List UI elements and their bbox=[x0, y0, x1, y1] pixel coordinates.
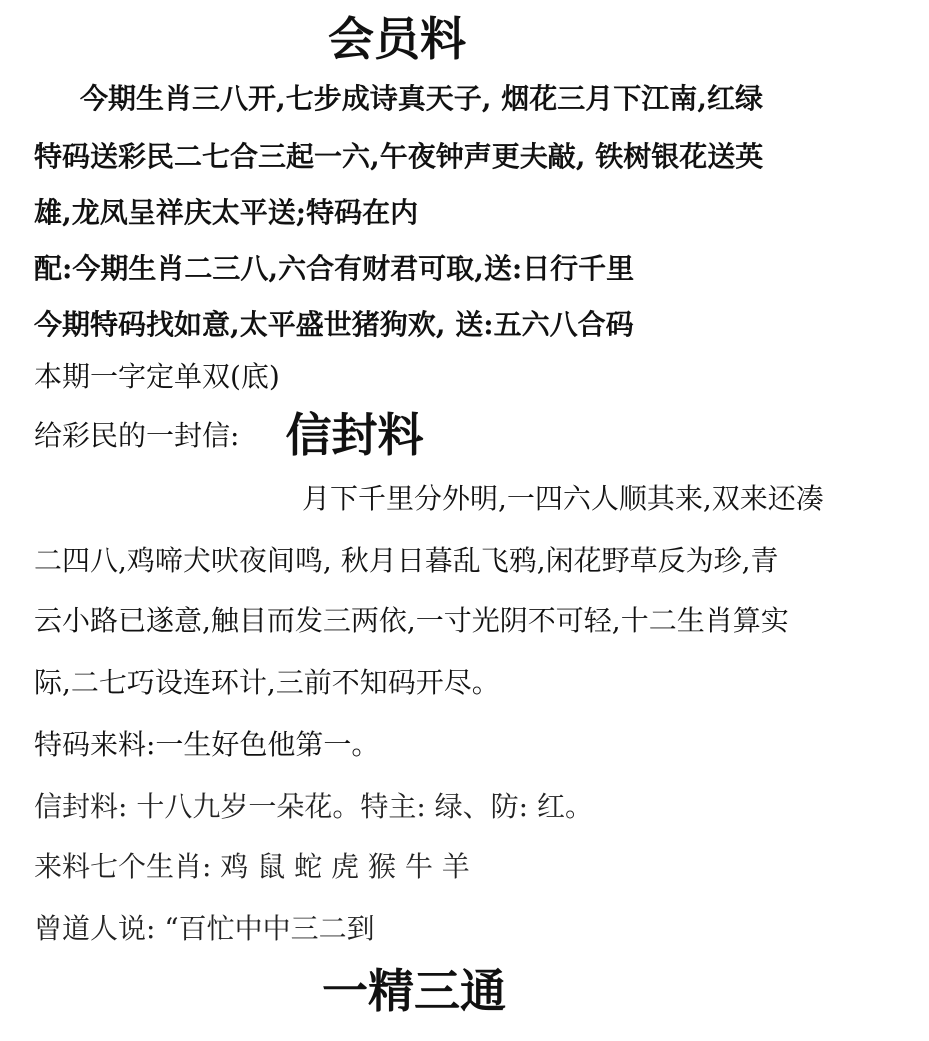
member-line-3: 雄,龙凤呈祥庆太平送;特码在内 bbox=[34, 196, 419, 229]
special-code-line: 特码来料:一生好色他第一。 bbox=[34, 728, 380, 761]
letter-label-row bbox=[34, 408, 424, 462]
zeng-saying-line: 曾道人说: “百忙中中三二到 bbox=[34, 912, 375, 945]
envelope-line-2: 二四八,鸡啼犬吠夜间鸣, 秋月日暮乱飞鸦,闲花野草反为珍,青 bbox=[34, 544, 779, 577]
member-title: 会员料 bbox=[328, 12, 466, 66]
member-line-6: 本期一字定单双(底) bbox=[34, 360, 280, 393]
envelope-tip-line: 信封料: 十八九岁一朵花。特主: 绿、防: 红。 bbox=[34, 790, 594, 823]
envelope-line-3: 云小路已遂意,触目而发三两依,一寸光阴不可轻,十二生肖算实 bbox=[34, 604, 789, 637]
envelope-line-4: 际,二七巧设连环计,三前不知码开尽。 bbox=[34, 666, 500, 699]
member-line-5: 今期特码找如意,太平盛世猪狗欢, 送:五六八合码 bbox=[34, 308, 634, 341]
letter-label: 给彩民的一封信: bbox=[34, 419, 240, 452]
zodiac-seven-line: 来料七个生肖: 鸡 鼠 蛇 虎 猴 牛 羊 bbox=[34, 850, 470, 883]
member-line-1: 今期生肖三八开,七步成诗真天子, 烟花三月下江南,红绿 bbox=[80, 82, 763, 115]
member-line-2: 特码送彩民二七合三起一六,午夜钟声更夫敲, 铁树银花送英 bbox=[34, 140, 764, 173]
member-line-4: 配:今期生肖二三八,六合有财君可取,送:日行千里 bbox=[34, 252, 635, 285]
bottom-title: 一精三通 bbox=[322, 964, 506, 1018]
envelope-line-1: 月下千里分外明,一四六人顺其来,双来还凑 bbox=[302, 482, 824, 515]
envelope-title: 信封料 bbox=[285, 408, 424, 462]
